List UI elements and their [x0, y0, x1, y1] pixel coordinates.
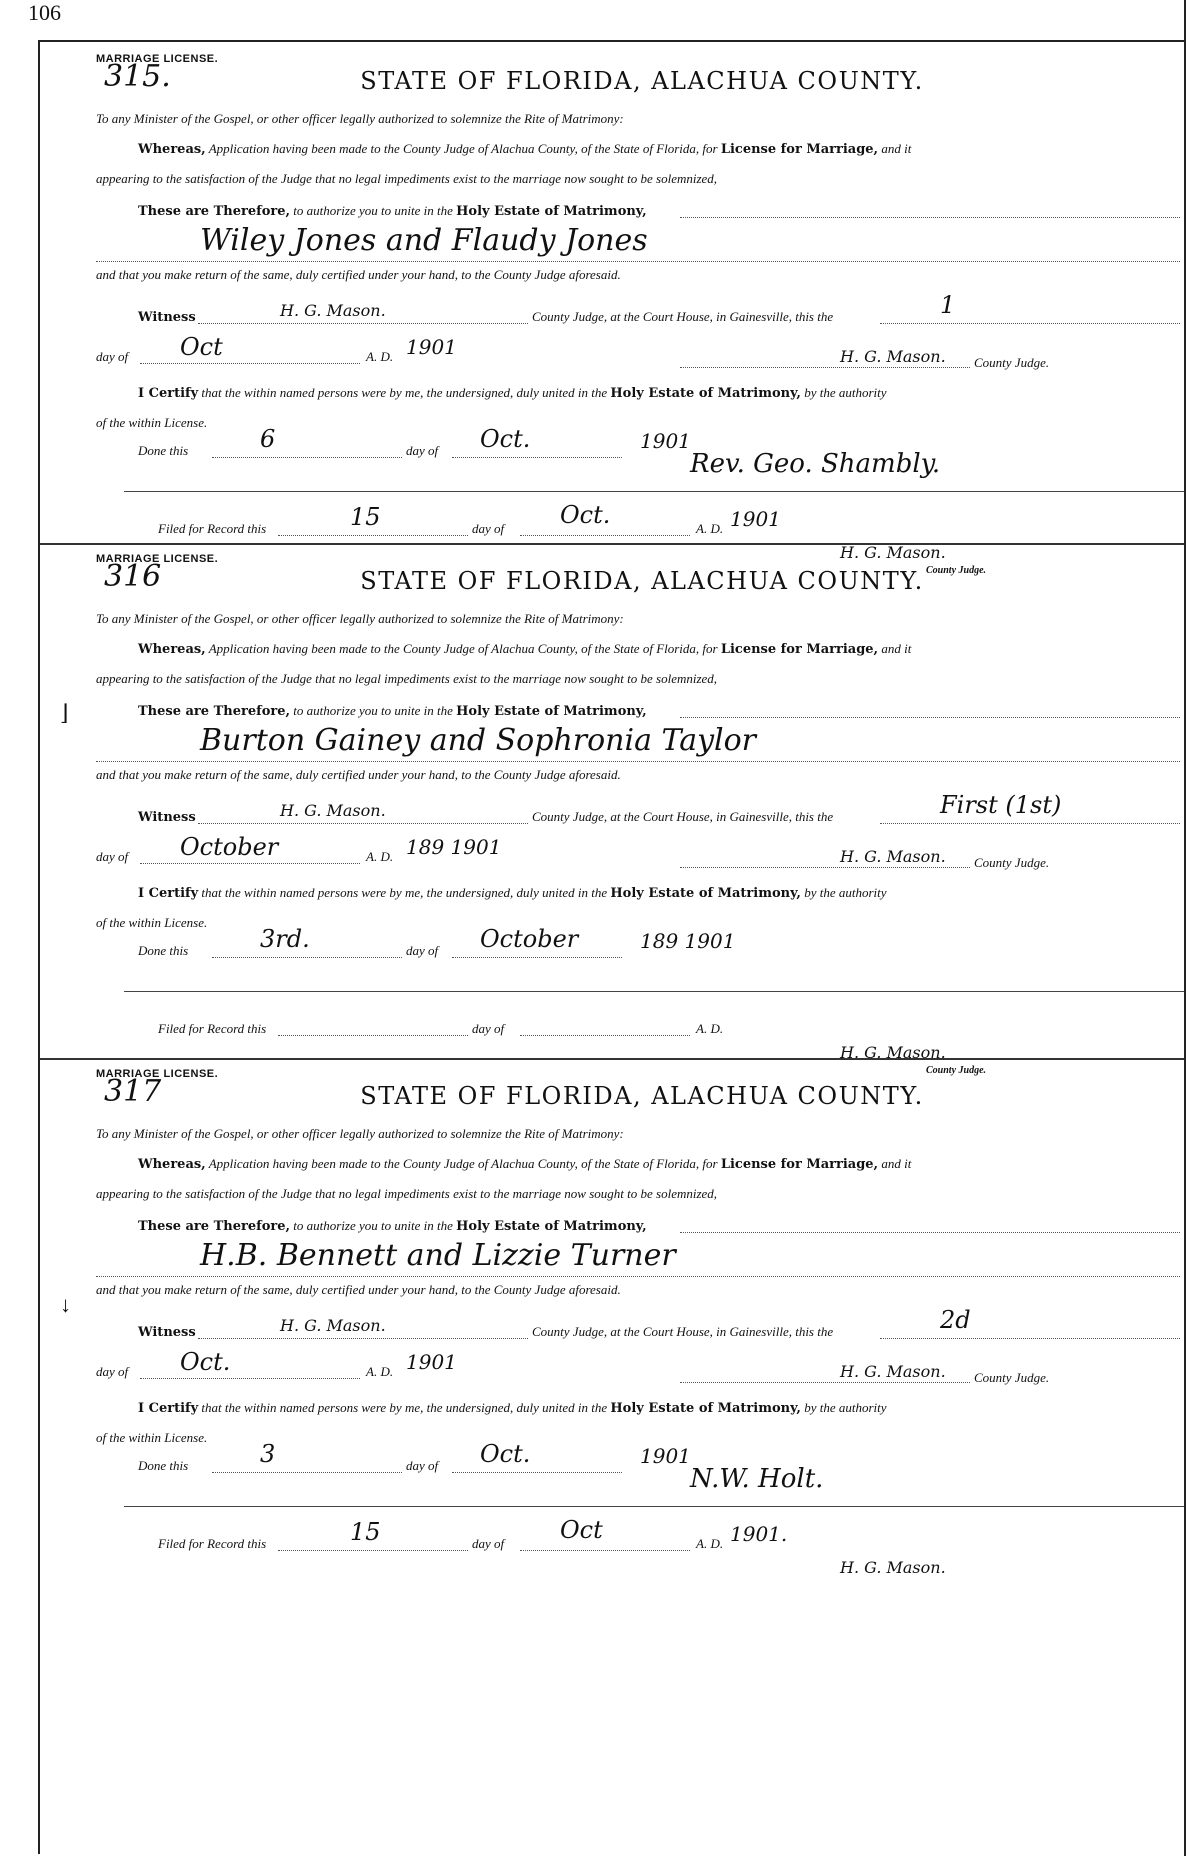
- appearing-line: appearing to the satisfaction of the Judge that no legal impediments exist to the marriage now sought to be solemnized,: [96, 171, 718, 186]
- ad-label: A. D.: [696, 1021, 724, 1036]
- rule-line: [124, 1506, 1184, 1507]
- margin-tick: ⌋: [60, 700, 69, 725]
- dotted-line: [452, 457, 622, 458]
- county-judge-court: County Judge, at the Court House, in Gainesville, this the: [532, 809, 834, 824]
- witness-judge: H. G. Mason.: [280, 801, 386, 820]
- witness-line: [138, 1324, 196, 1340]
- license-section: [40, 545, 1184, 1076]
- done-year: 189 1901: [640, 929, 736, 953]
- dotted-line: [278, 535, 468, 536]
- license-section: [40, 1060, 1184, 1577]
- done-month: Oct.: [480, 425, 531, 453]
- dotted-line: [278, 1035, 468, 1036]
- witness-month: Oct.: [180, 1348, 231, 1376]
- return-line: and that you make return of the same, duly certified under your hand, to the County Judge aforesaid.: [96, 1282, 621, 1297]
- day-of-label: day of: [472, 1536, 505, 1551]
- license-for-marriage: License for Marriage,: [720, 642, 879, 657]
- certify-line: [138, 385, 887, 401]
- witness-word: Witness: [138, 810, 196, 825]
- day-of-label: day of: [472, 521, 505, 536]
- form-title: STATE OF FLORIDA, ALACHUA COUNTY.: [360, 1082, 924, 1110]
- county-judge-court: County Judge, at the Court House, in Gainesville, this the: [532, 1324, 834, 1339]
- dotted-line: [212, 957, 402, 958]
- dotted-line: [212, 457, 402, 458]
- day-of-label: day of: [406, 943, 439, 958]
- parties-names: Burton Gainey and Sophronia Taylor: [200, 723, 757, 758]
- whereas-text: Application having been made to the County Judge of Alachua County, of the State of Florida, for: [208, 1156, 718, 1171]
- form-title: STATE OF FLORIDA, ALACHUA COUNTY.: [360, 67, 924, 95]
- county-judge-title: County Judge.: [974, 355, 1050, 370]
- witness-day: 2d: [940, 1306, 971, 1334]
- filed-day: 15: [350, 503, 381, 531]
- certify-word: I Certify: [138, 1401, 199, 1416]
- witness-month: Oct: [180, 333, 223, 361]
- filed-judge-signature: H. G. Mason.: [840, 543, 946, 562]
- by-authority: by the authority: [804, 885, 887, 900]
- to-any-minister: To any Minister of the Gospel, or other officer legally authorized to solemnize the Rite of Matrimony:: [96, 1126, 624, 1141]
- rule-line: [124, 991, 1184, 992]
- witness-year: 189 1901: [406, 835, 502, 859]
- witness-word: Witness: [138, 310, 196, 325]
- within-license: of the within License.: [96, 415, 208, 430]
- license-number: 315.: [104, 59, 171, 94]
- dotted-line: [140, 1378, 360, 1379]
- dotted-line: [880, 323, 1180, 324]
- done-day: 3: [260, 1440, 276, 1468]
- filed-year: 1901.: [730, 1522, 788, 1546]
- done-year: 1901: [640, 1444, 691, 1468]
- whereas-line: [138, 641, 911, 657]
- holy-estate-matrimony: Holy Estate of Matrimony,: [610, 1401, 801, 1416]
- form-title: STATE OF FLORIDA, ALACHUA COUNTY.: [360, 567, 924, 595]
- by-authority: by the authority: [804, 1400, 887, 1415]
- appearing-line: appearing to the satisfaction of the Judge that no legal impediments exist to the marriage now sought to be solemnized,: [96, 1186, 718, 1201]
- license-number: 316: [104, 559, 162, 594]
- whereas-line: [138, 141, 911, 157]
- by-authority: by the authority: [804, 385, 887, 400]
- county-judge-title: County Judge.: [974, 855, 1050, 870]
- witness-day: First (1st): [940, 791, 1062, 819]
- filed-month: Oct.: [560, 501, 611, 529]
- county-judge-title: County Judge.: [974, 1370, 1050, 1385]
- judge-signature: H. G. Mason.: [840, 847, 946, 866]
- ad-label: A. D.: [366, 349, 394, 364]
- dotted-line: [680, 1382, 970, 1383]
- these-line: [138, 703, 647, 719]
- filed-for-record-label: Filed for Record this: [158, 1021, 267, 1036]
- certify-text: that the within named persons were by me, the undersigned, duly united in the: [201, 885, 608, 900]
- whereas-word: Whereas,: [138, 1157, 206, 1172]
- dotted-line: [680, 717, 1180, 718]
- dotted-line: [680, 867, 970, 868]
- frame-top-rule: [38, 40, 1184, 42]
- day-of-label: day of: [406, 1458, 439, 1473]
- dotted-line: [452, 957, 622, 958]
- to-authorize: to authorize you to unite in the: [293, 203, 453, 218]
- dotted-line: [680, 367, 970, 368]
- return-line: and that you make return of the same, duly certified under your hand, to the County Judge aforesaid.: [96, 767, 621, 782]
- parties-names: H.B. Bennett and Lizzie Turner: [200, 1238, 676, 1273]
- dotted-line: [680, 1232, 1180, 1233]
- marriage-license-label: MARRIAGE LICENSE.: [96, 1068, 219, 1080]
- done-year: 1901: [640, 429, 691, 453]
- return-line: and that you make return of the same, duly certified under your hand, to the County Judge aforesaid.: [96, 267, 621, 282]
- day-of-label: day of: [96, 849, 129, 864]
- witness-judge: H. G. Mason.: [280, 1316, 386, 1335]
- these-are-therefore: These are Therefore,: [138, 204, 291, 219]
- judge-signature: H. G. Mason.: [840, 347, 946, 366]
- holy-estate-matrimony: Holy Estate of Matrimony,: [610, 886, 801, 901]
- witness-word: Witness: [138, 1325, 196, 1340]
- margin-tick: ↓: [60, 1292, 71, 1317]
- and-it: and it: [881, 641, 912, 656]
- day-of-label: day of: [472, 1021, 505, 1036]
- done-this-label: Done this: [138, 1458, 189, 1473]
- dotted-line: [96, 761, 1180, 762]
- day-of-label: day of: [96, 349, 129, 364]
- ad-label: A. D.: [366, 849, 394, 864]
- to-any-minister: To any Minister of the Gospel, or other officer legally authorized to solemnize the Rite of Matrimony:: [96, 111, 624, 126]
- dotted-line: [140, 363, 360, 364]
- rule-line: [124, 491, 1184, 492]
- certify-line: [138, 885, 887, 901]
- whereas-word: Whereas,: [138, 642, 206, 657]
- dotted-line: [278, 1550, 468, 1551]
- to-authorize: to authorize you to unite in the: [293, 703, 453, 718]
- holy-estate: Holy Estate of Matrimony,: [456, 204, 647, 219]
- holy-estate: Holy Estate of Matrimony,: [456, 1219, 647, 1234]
- dotted-line: [520, 1035, 690, 1036]
- ad-label: A. D.: [696, 521, 724, 536]
- day-of-label: day of: [96, 1364, 129, 1379]
- marriage-license-label: MARRIAGE LICENSE.: [96, 53, 219, 65]
- filed-judge-title: County Judge.: [926, 565, 987, 576]
- dotted-line: [680, 217, 1180, 218]
- dotted-line: [520, 535, 690, 536]
- witness-line: [138, 809, 196, 825]
- license-number: 317: [104, 1074, 162, 1109]
- to-any-minister: To any Minister of the Gospel, or other officer legally authorized to solemnize the Rite of Matrimony:: [96, 611, 624, 626]
- dotted-line: [140, 863, 360, 864]
- dotted-line: [198, 823, 528, 824]
- license-for-marriage: License for Marriage,: [720, 142, 879, 157]
- done-month: October: [480, 925, 579, 953]
- holy-estate: Holy Estate of Matrimony,: [456, 704, 647, 719]
- filed-month: Oct: [560, 1516, 603, 1544]
- witness-day: 1: [940, 291, 956, 319]
- witness-year: 1901: [406, 1350, 457, 1374]
- license-for-marriage: License for Marriage,: [720, 1157, 879, 1172]
- officiant-signature: N.W. Holt.: [690, 1464, 824, 1494]
- done-this-label: Done this: [138, 443, 189, 458]
- dotted-line: [880, 1338, 1180, 1339]
- these-line: [138, 1218, 647, 1234]
- certify-word: I Certify: [138, 886, 199, 901]
- these-are-therefore: These are Therefore,: [138, 704, 291, 719]
- done-month: Oct.: [480, 1440, 531, 1468]
- certify-text: that the within named persons were by me, the undersigned, duly united in the: [201, 385, 608, 400]
- and-it: and it: [881, 1156, 912, 1171]
- county-judge-court: County Judge, at the Court House, in Gainesville, this the: [532, 309, 834, 324]
- and-it: and it: [881, 141, 912, 156]
- dotted-line: [880, 823, 1180, 824]
- to-authorize: to authorize you to unite in the: [293, 1218, 453, 1233]
- marriage-license-label: MARRIAGE LICENSE.: [96, 553, 219, 565]
- witness-judge: H. G. Mason.: [280, 301, 386, 320]
- day-of-label: day of: [406, 443, 439, 458]
- done-this-label: Done this: [138, 943, 189, 958]
- dotted-line: [198, 1338, 528, 1339]
- judge-signature: H. G. Mason.: [840, 1362, 946, 1381]
- dotted-line: [198, 323, 528, 324]
- filed-for-record-label: Filed for Record this: [158, 521, 267, 536]
- done-day: 3rd.: [260, 925, 310, 953]
- dotted-line: [452, 1472, 622, 1473]
- filed-day: 15: [350, 1518, 381, 1546]
- done-day: 6: [260, 425, 276, 453]
- holy-estate-matrimony: Holy Estate of Matrimony,: [610, 386, 801, 401]
- page-number: 106: [28, 0, 61, 25]
- whereas-text: Application having been made to the County Judge of Alachua County, of the State of Florida, for: [208, 641, 718, 656]
- whereas-line: [138, 1156, 911, 1172]
- filed-for-record-label: Filed for Record this: [158, 1536, 267, 1551]
- certify-line: [138, 1400, 887, 1416]
- whereas-word: Whereas,: [138, 142, 206, 157]
- these-are-therefore: These are Therefore,: [138, 1219, 291, 1234]
- certify-word: I Certify: [138, 386, 199, 401]
- section-separator: [40, 543, 1184, 545]
- witness-year: 1901: [406, 335, 457, 359]
- frame-right-rule: [1184, 0, 1186, 1856]
- dotted-line: [212, 1472, 402, 1473]
- witness-line: [138, 309, 196, 325]
- filed-judge-signature: H. G. Mason.: [840, 1558, 946, 1577]
- these-line: [138, 203, 647, 219]
- officiant-signature: Rev. Geo. Shambly.: [690, 449, 941, 479]
- section-separator: [40, 1058, 1184, 1060]
- witness-month: October: [180, 833, 279, 861]
- filed-judge-title: County Judge.: [926, 1065, 987, 1076]
- parties-names: Wiley Jones and Flaudy Jones: [200, 223, 648, 258]
- dotted-line: [96, 1276, 1180, 1277]
- dotted-line: [520, 1550, 690, 1551]
- filed-judge-signature: H. G. Mason.: [840, 1043, 946, 1062]
- filed-year: 1901: [730, 507, 781, 531]
- whereas-text: Application having been made to the County Judge of Alachua County, of the State of Florida, for: [208, 141, 718, 156]
- within-license: of the within License.: [96, 1430, 208, 1445]
- appearing-line: appearing to the satisfaction of the Judge that no legal impediments exist to the marriage now sought to be solemnized,: [96, 671, 718, 686]
- ad-label: A. D.: [366, 1364, 394, 1379]
- within-license: of the within License.: [96, 915, 208, 930]
- dotted-line: [96, 261, 1180, 262]
- ad-label: A. D.: [696, 1536, 724, 1551]
- license-section: [40, 45, 1184, 576]
- certify-text: that the within named persons were by me, the undersigned, duly united in the: [201, 1400, 608, 1415]
